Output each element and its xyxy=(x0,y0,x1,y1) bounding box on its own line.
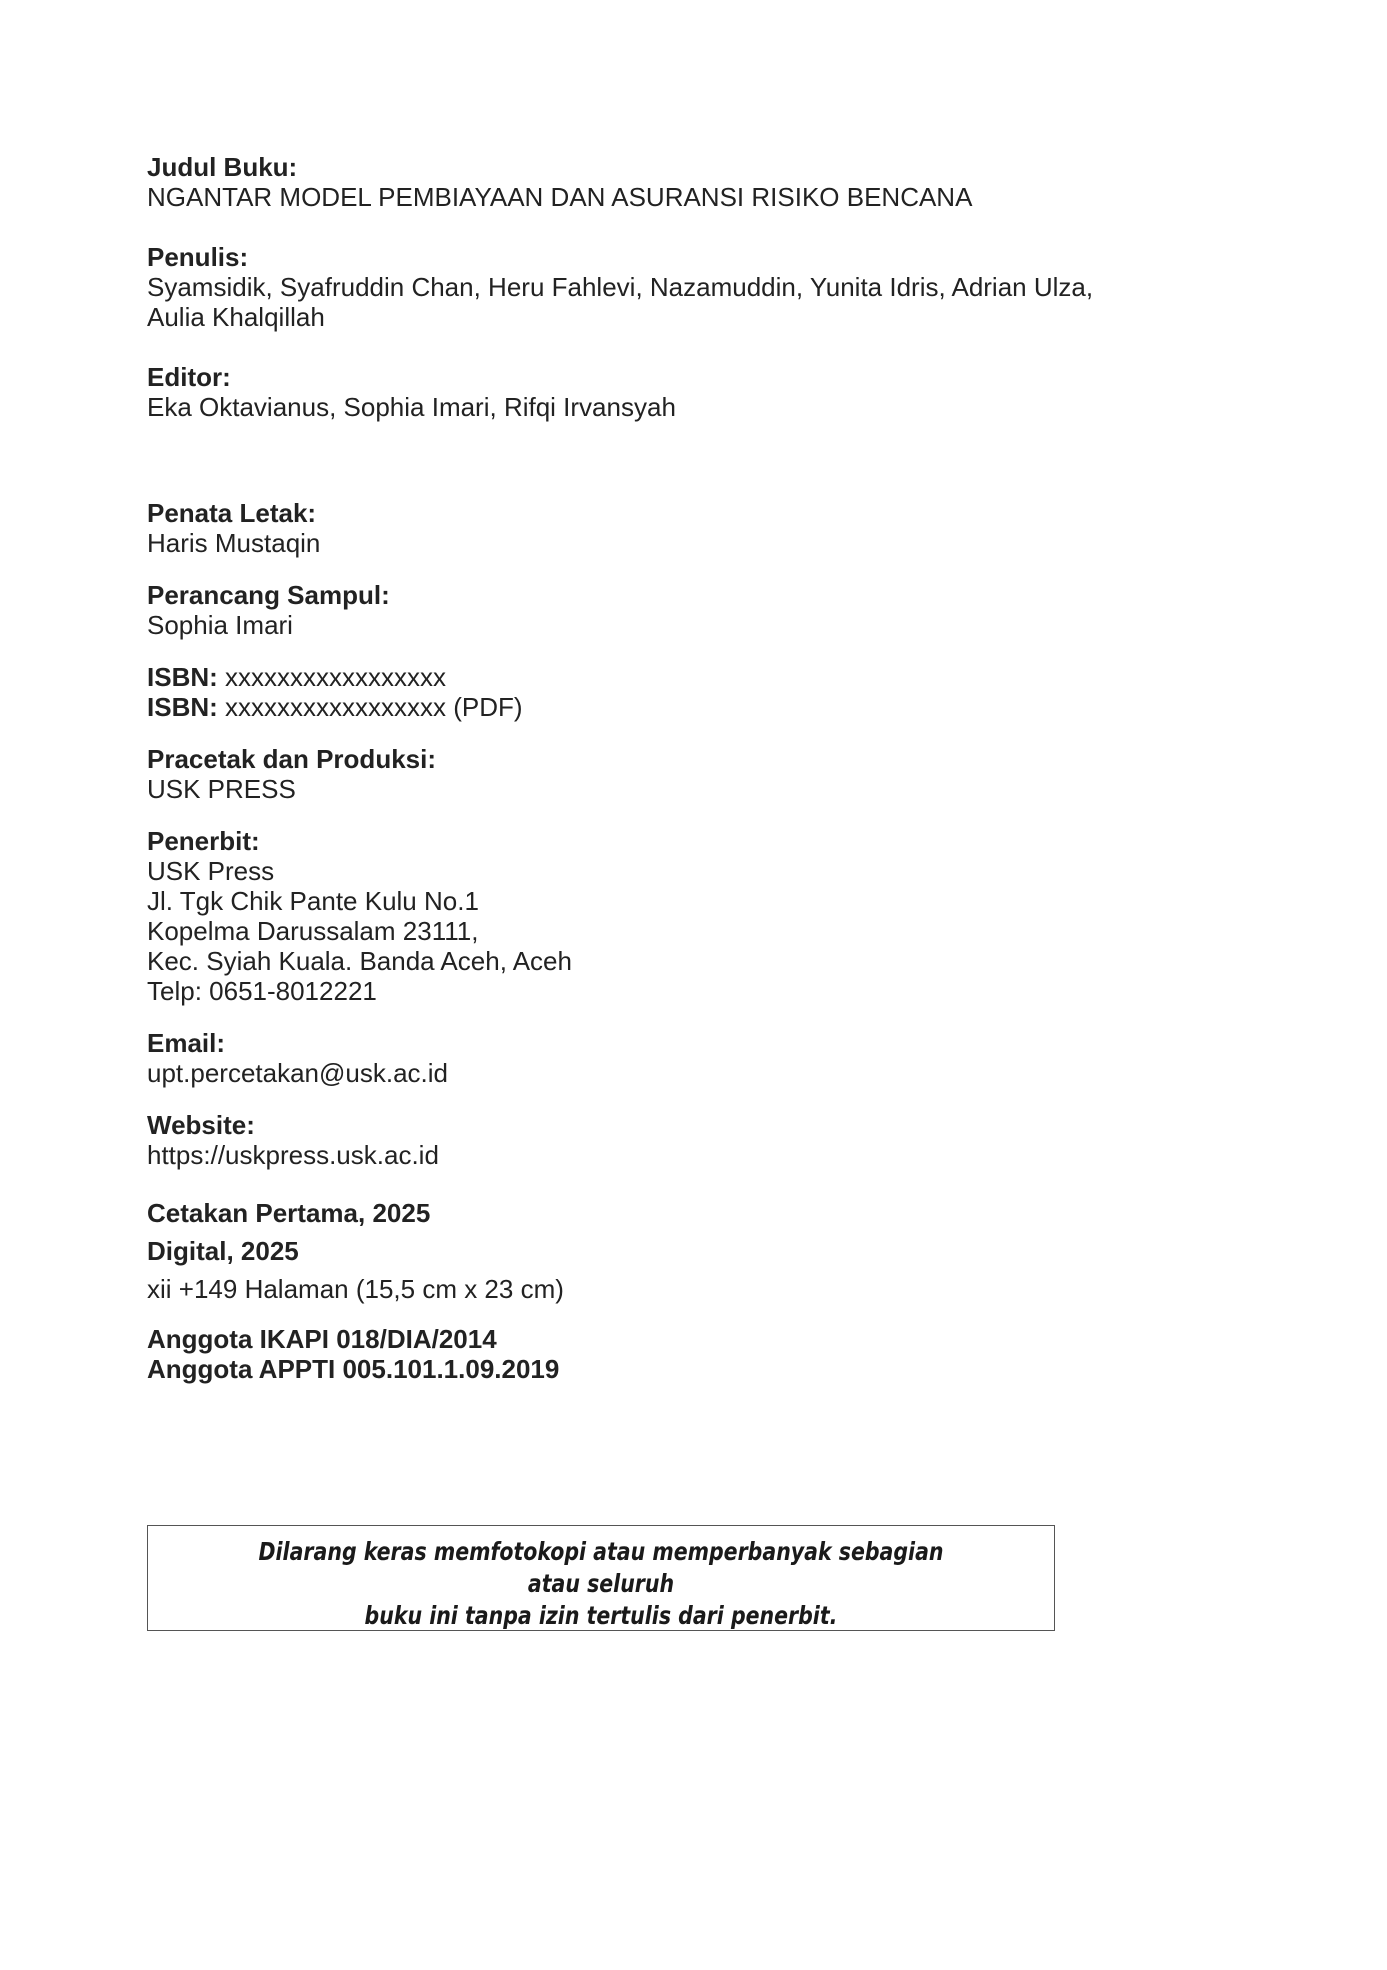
cetakan-text: Cetakan Pertama, 2025 xyxy=(147,1198,431,1228)
anggota-ikapi: Anggota IKAPI 018/DIA/2014 xyxy=(147,1324,497,1354)
judul-label: Judul Buku: xyxy=(147,152,298,182)
penulis-label: Penulis: xyxy=(147,242,249,272)
penulis-section xyxy=(147,242,1247,332)
penerbit-city: Kec. Syiah Kuala. Banda Aceh, Aceh xyxy=(147,946,572,976)
penerbit-phone: Telp: 0651-8012221 xyxy=(147,976,377,1006)
penata-value: Haris Mustaqin xyxy=(147,528,321,558)
penata-section xyxy=(147,498,1247,558)
edition-section xyxy=(147,1194,1247,1308)
email-label: Email: xyxy=(147,1028,226,1058)
isbn-pdf-line xyxy=(147,692,1247,722)
penerbit-label: Penerbit: xyxy=(147,826,260,856)
pracetak-label: Pracetak dan Produksi: xyxy=(147,744,436,774)
judul-section xyxy=(147,152,1247,212)
email-section xyxy=(147,1028,1247,1088)
copyright-notice-box xyxy=(147,1525,1055,1631)
perancang-label: Perancang Sampul: xyxy=(147,580,390,610)
notice-line-2: buku ini tanpa izin tertulis dari penerbit. xyxy=(364,1601,838,1630)
pracetak-section xyxy=(147,744,1247,804)
editor-section xyxy=(147,362,1247,422)
anggota-section xyxy=(147,1324,1247,1384)
isbn-value: xxxxxxxxxxxxxxxxx xyxy=(217,662,447,692)
isbn-label: ISBN: xyxy=(147,662,218,692)
anggota-appti: Anggota APPTI 005.101.1.09.2019 xyxy=(147,1354,560,1384)
perancang-value: Sophia Imari xyxy=(147,610,293,640)
penata-label: Penata Letak: xyxy=(147,498,317,528)
website-value: https://uskpress.usk.ac.id xyxy=(147,1140,439,1170)
isbn-line xyxy=(147,662,1247,692)
penerbit-section xyxy=(147,826,1247,1006)
isbn-pdf-value: xxxxxxxxxxxxxxxxx (PDF) xyxy=(217,692,523,722)
pracetak-value: USK PRESS xyxy=(147,774,296,804)
judul-value: NGANTAR MODEL PEMBIAYAAN DAN ASURANSI RISIKO BENCANA xyxy=(147,182,973,212)
perancang-section xyxy=(147,580,1247,640)
editor-label: Editor: xyxy=(147,362,231,392)
colophon xyxy=(147,152,1247,1384)
email-value: upt.percetakan@usk.ac.id xyxy=(147,1058,449,1088)
digital-text: Digital, 2025 xyxy=(147,1236,299,1266)
isbn-section xyxy=(147,662,1247,722)
notice-line-1: Dilarang keras memfotokopi atau memperbanyak sebagian atau seluruh xyxy=(258,1537,944,1598)
halaman-text: xii +149 Halaman (15,5 cm x 23 cm) xyxy=(147,1274,564,1304)
penerbit-area: Kopelma Darussalam 23111, xyxy=(147,916,479,946)
editor-value: Eka Oktavianus, Sophia Imari, Rifqi Irvansyah xyxy=(147,392,676,422)
penerbit-name: USK Press xyxy=(147,856,275,886)
penerbit-address: Jl. Tgk Chik Pante Kulu No.1 xyxy=(147,886,479,916)
website-section xyxy=(147,1110,1247,1170)
penulis-value: Syamsidik, Syafruddin Chan, Heru Fahlevi, Nazamuddin, Yunita Idris, Adrian Ulza, Aulia Khalqillah xyxy=(147,272,1094,332)
website-label: Website: xyxy=(147,1110,255,1140)
isbn-pdf-label: ISBN: xyxy=(147,692,218,722)
